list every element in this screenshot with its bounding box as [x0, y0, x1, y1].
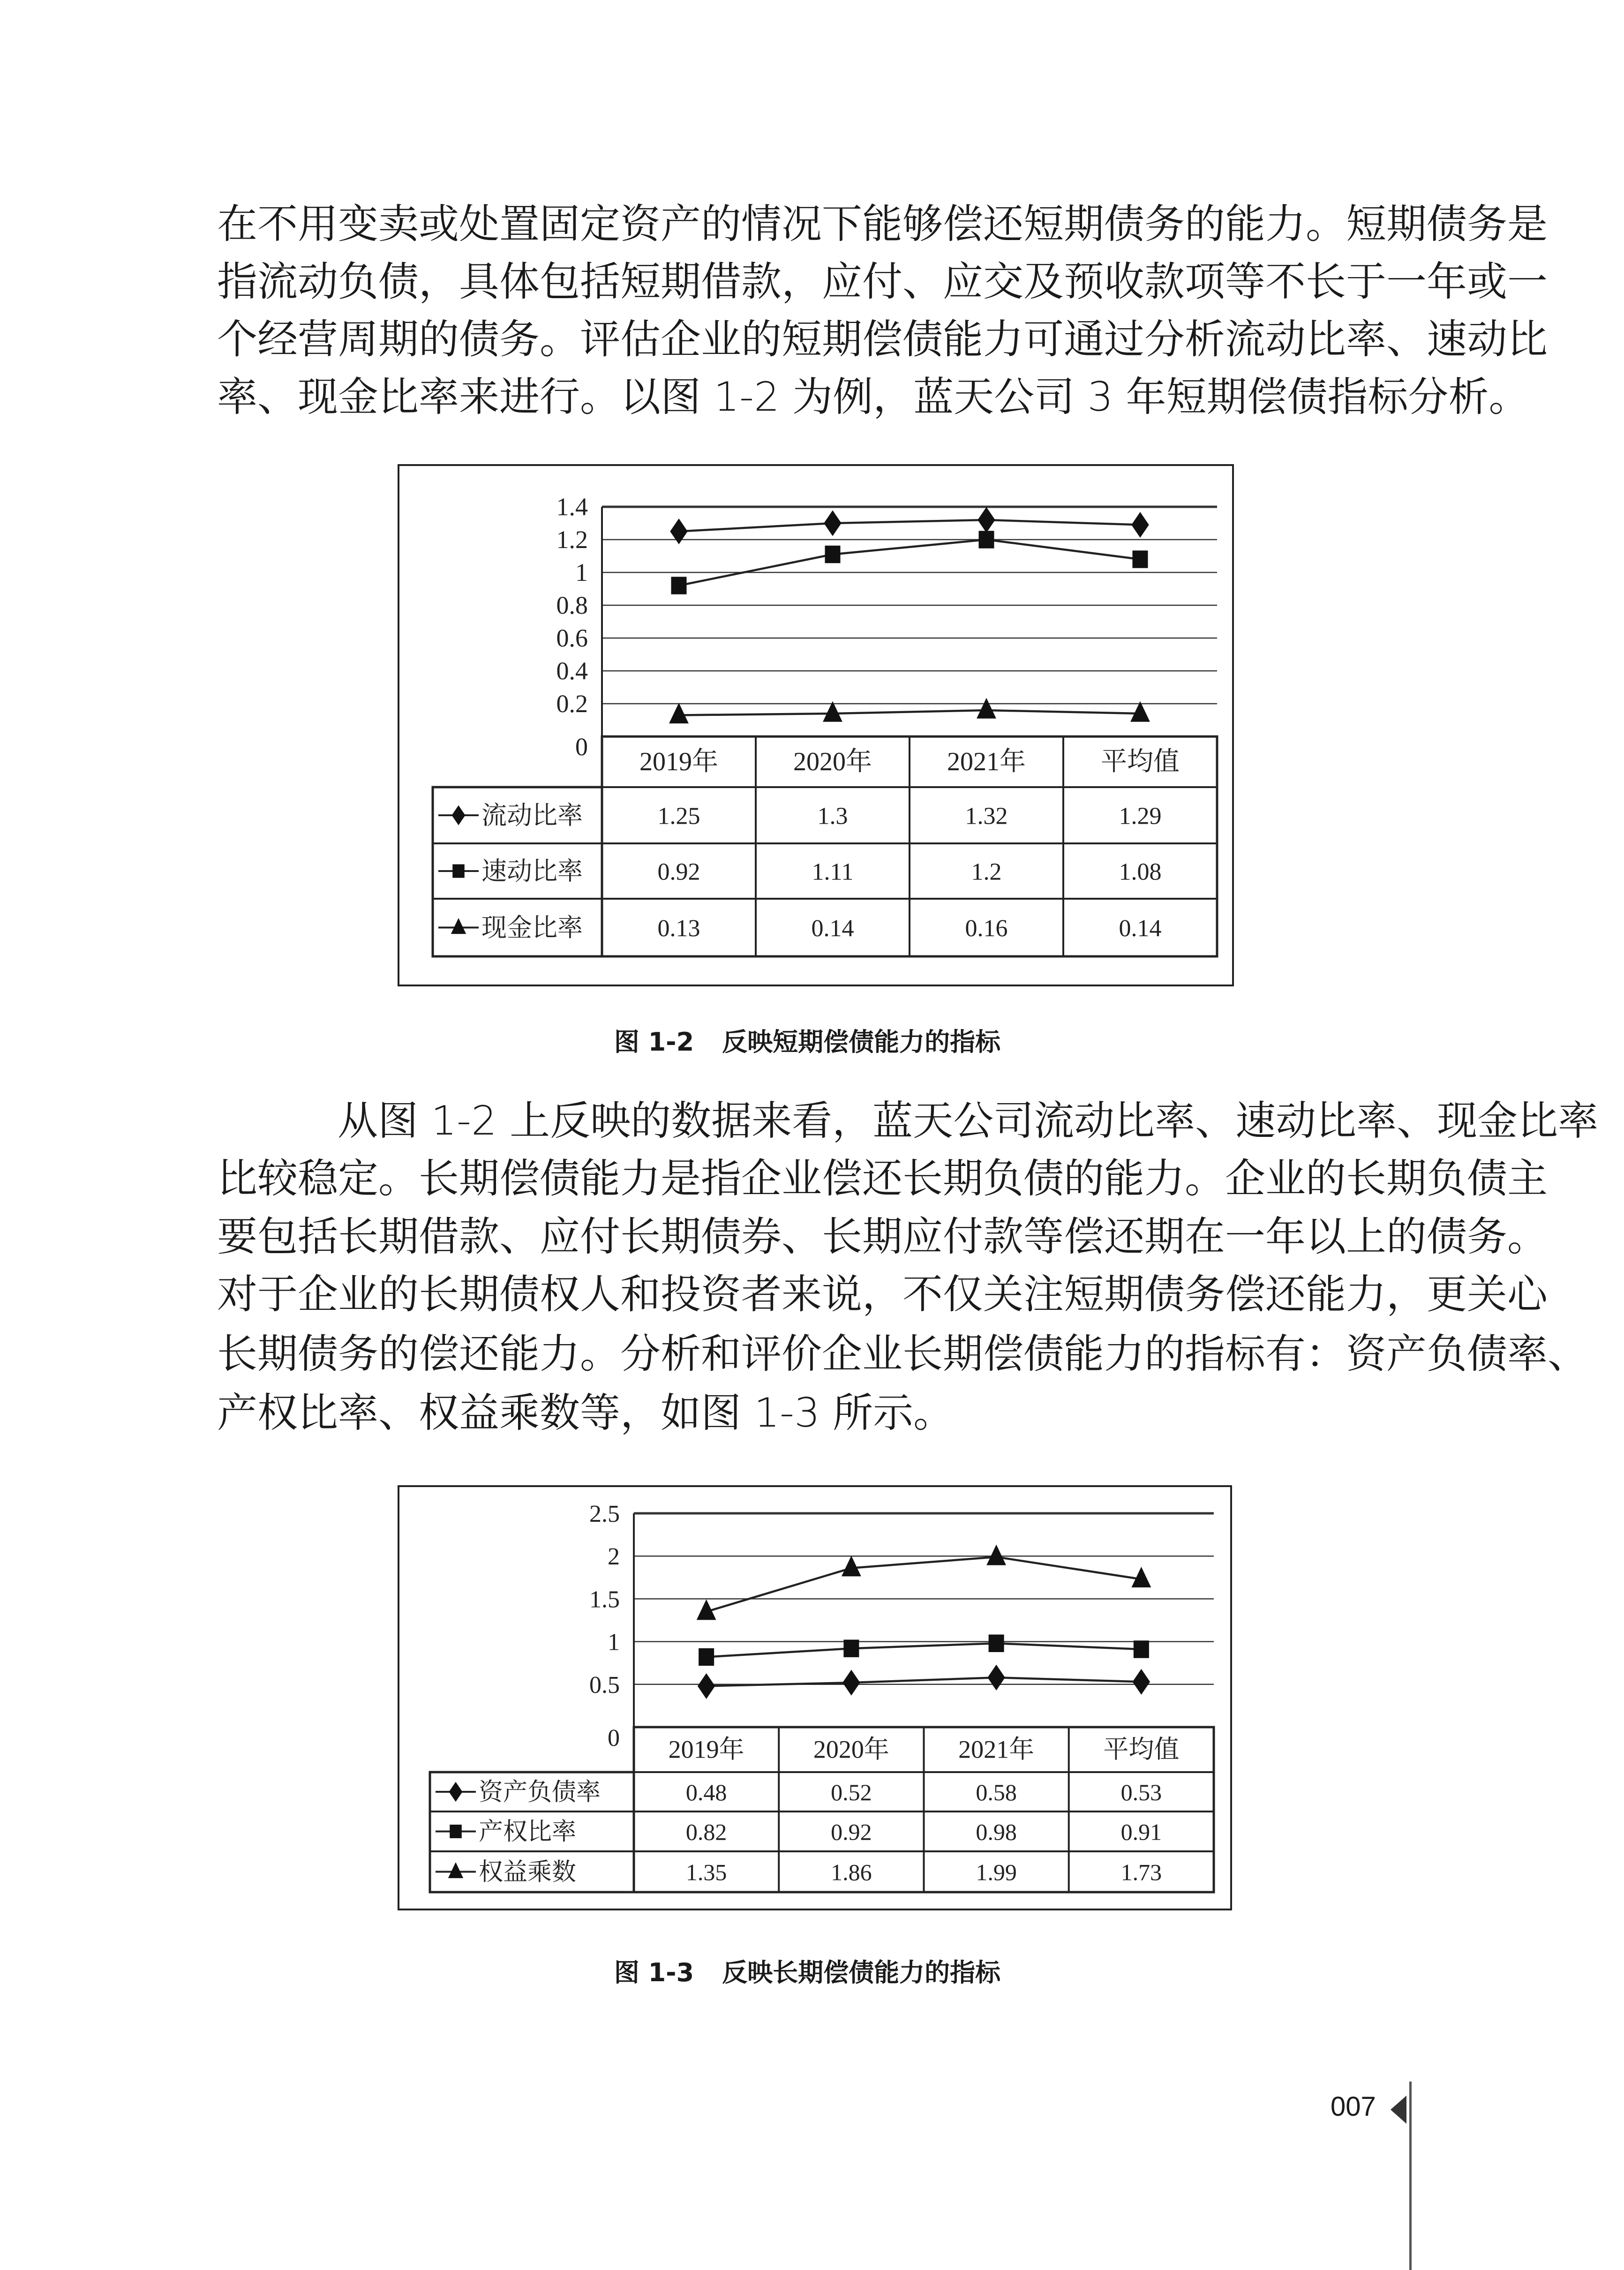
diamond-marker [670, 519, 687, 544]
x-category-label: 2019年 [668, 1735, 744, 1764]
text-line: 要包括长期借款、应付长期债券、长期应付款等偿还期在一年以上的债务。 [217, 1213, 1548, 1260]
square-marker [979, 531, 994, 548]
square-marker [843, 1639, 859, 1657]
y-tick-label: 1.4 [556, 493, 588, 521]
page-edge-rule [1409, 2082, 1412, 2270]
figure-number: 图 1-2 [614, 1027, 694, 1057]
data-table-value: 0.14 [811, 915, 854, 942]
triangle-marker [986, 1545, 1006, 1565]
text-line: 长期债务的偿还能力。分析和评价企业长期偿债能力的指标有：资产负债率、 [217, 1330, 1588, 1377]
series-line-权益乘数 [707, 1557, 1142, 1612]
square-marker [671, 577, 687, 594]
diamond-marker [987, 1665, 1005, 1691]
diamond-marker [1131, 512, 1149, 538]
figure-1-3-chart [398, 1485, 1232, 1910]
text-line: 个经营周期的债务。评估企业的短期偿债能力可通过分析流动比率、速动比 [217, 316, 1548, 363]
square-marker [1134, 1640, 1149, 1658]
y-tick-label: 0.8 [556, 591, 588, 619]
legend-label: 速动比率 [481, 857, 583, 886]
figure-1-3-caption [0, 1953, 1624, 1989]
text-line: 比较稳定。长期偿债能力是指企业偿还长期负债的能力。企业的长期负债主 [217, 1155, 1548, 1202]
series-line-流动比率 [679, 520, 1140, 532]
data-table-value: 1.25 [657, 803, 700, 830]
data-table-value: 0.48 [685, 1779, 727, 1805]
square-marker [450, 1825, 462, 1838]
y-tick-label: 0.5 [589, 1671, 620, 1699]
diamond-marker [824, 511, 841, 536]
x-category-label: 2020年 [813, 1735, 889, 1764]
text-line: 对于企业的长期债权人和投资者来说，不仅关注短期债务偿还能力，更关心 [217, 1271, 1548, 1318]
y-tick-label: 0.6 [556, 624, 588, 652]
data-table-value: 0.98 [976, 1819, 1017, 1845]
legend-label: 权益乘数 [479, 1859, 577, 1886]
legend-label: 资产负债率 [479, 1779, 601, 1806]
diamond-marker [977, 507, 995, 533]
data-table-value: 0.82 [685, 1819, 727, 1845]
text-line: 产权比率、权益乘数等，如图 1-3 所示。 [217, 1390, 954, 1436]
page-marker-triangle-icon [1391, 2096, 1406, 2124]
data-table-value: 0.53 [1120, 1779, 1162, 1805]
series-line-产权比率 [707, 1643, 1142, 1657]
figure-1-2-caption [0, 1022, 1624, 1058]
x-category-label: 2021年 [958, 1735, 1035, 1764]
data-table-value: 1.11 [812, 858, 854, 886]
y-tick-label: 2.5 [589, 1501, 620, 1527]
square-marker [452, 864, 465, 878]
series-line-现金比率 [679, 710, 1140, 715]
figure-number: 图 1-3 [614, 1958, 694, 1987]
triangle-marker [669, 703, 689, 723]
legend-label: 流动比率 [481, 801, 583, 830]
diamond-marker [698, 1673, 715, 1699]
triangle-marker [451, 918, 466, 934]
diamond-marker [449, 1782, 463, 1802]
diamond-marker [842, 1670, 860, 1696]
triangle-marker [977, 698, 996, 719]
data-table-value: 1.29 [1119, 803, 1162, 830]
y-tick-label: 1 [575, 558, 588, 586]
square-marker [825, 546, 841, 563]
data-table-value: 0.91 [1120, 1819, 1162, 1845]
data-table-value: 0.14 [1119, 915, 1162, 942]
data-table-value: 1.86 [831, 1859, 872, 1886]
data-table-value: 1.32 [965, 803, 1008, 830]
y-tick-label: 1.5 [589, 1586, 620, 1613]
square-marker [1133, 550, 1148, 568]
text-line: 在不用变卖或处置固定资产的情况下能够偿还短期债务的能力。短期债务是 [217, 201, 1548, 248]
x-category-label: 2019年 [639, 747, 718, 777]
y-tick-label: 1.2 [556, 526, 588, 554]
y-tick-label: 0.4 [556, 657, 588, 685]
page-number: 007 [1331, 2091, 1376, 2122]
text-line: 从图 1-2 上反映的数据来看，蓝天公司流动比率、速动比率、现金比率 [338, 1097, 1599, 1144]
data-table-value: 1.73 [1120, 1859, 1162, 1886]
y-tick-label: 2 [608, 1543, 620, 1571]
y-tick-label: 0.2 [556, 690, 588, 718]
figure-title: 反映长期偿债能力的指标 [722, 1958, 1001, 1987]
x-category-label: 平均值 [1103, 1735, 1180, 1764]
data-table-value: 0.16 [965, 915, 1008, 942]
chart-svg [399, 466, 1232, 985]
y-tick-label: 0 [575, 733, 588, 761]
legend-label: 产权比率 [479, 1819, 577, 1846]
square-marker [989, 1635, 1004, 1652]
diamond-marker [452, 805, 466, 826]
figure-1-2-chart [398, 464, 1234, 986]
data-table-value: 1.3 [817, 803, 848, 830]
data-table-value: 0.92 [657, 858, 700, 886]
x-category-label: 平均值 [1101, 747, 1180, 777]
data-table-value: 0.58 [976, 1779, 1017, 1805]
square-marker [699, 1648, 714, 1666]
data-table-value: 1.99 [976, 1859, 1017, 1886]
data-table-value: 0.92 [831, 1819, 872, 1845]
triangle-marker [842, 1556, 861, 1576]
triangle-marker [448, 1862, 463, 1878]
data-table-value: 1.08 [1119, 858, 1162, 886]
x-category-label: 2021年 [947, 747, 1026, 777]
figure-title: 反映短期偿债能力的指标 [722, 1027, 1001, 1057]
data-table-value: 1.35 [685, 1859, 727, 1886]
y-tick-label: 1 [608, 1629, 620, 1656]
text-line: 指流动负债，具体包括短期借款，应付、应交及预收款项等不长于一年或一 [217, 258, 1548, 305]
text-line: 率、现金比率来进行。以图 1-2 为例，蓝天公司 3 年短期偿债指标分析。 [217, 374, 1529, 421]
chart-svg [399, 1487, 1230, 1909]
data-table-value: 1.2 [971, 858, 1002, 886]
series-line-速动比率 [679, 540, 1140, 586]
legend-label: 现金比率 [481, 914, 583, 942]
y-tick-label: 0 [608, 1725, 620, 1751]
diamond-marker [1133, 1669, 1150, 1695]
data-table-value: 0.13 [657, 915, 700, 942]
data-table-value: 0.52 [831, 1779, 872, 1805]
x-category-label: 2020年 [793, 747, 872, 777]
